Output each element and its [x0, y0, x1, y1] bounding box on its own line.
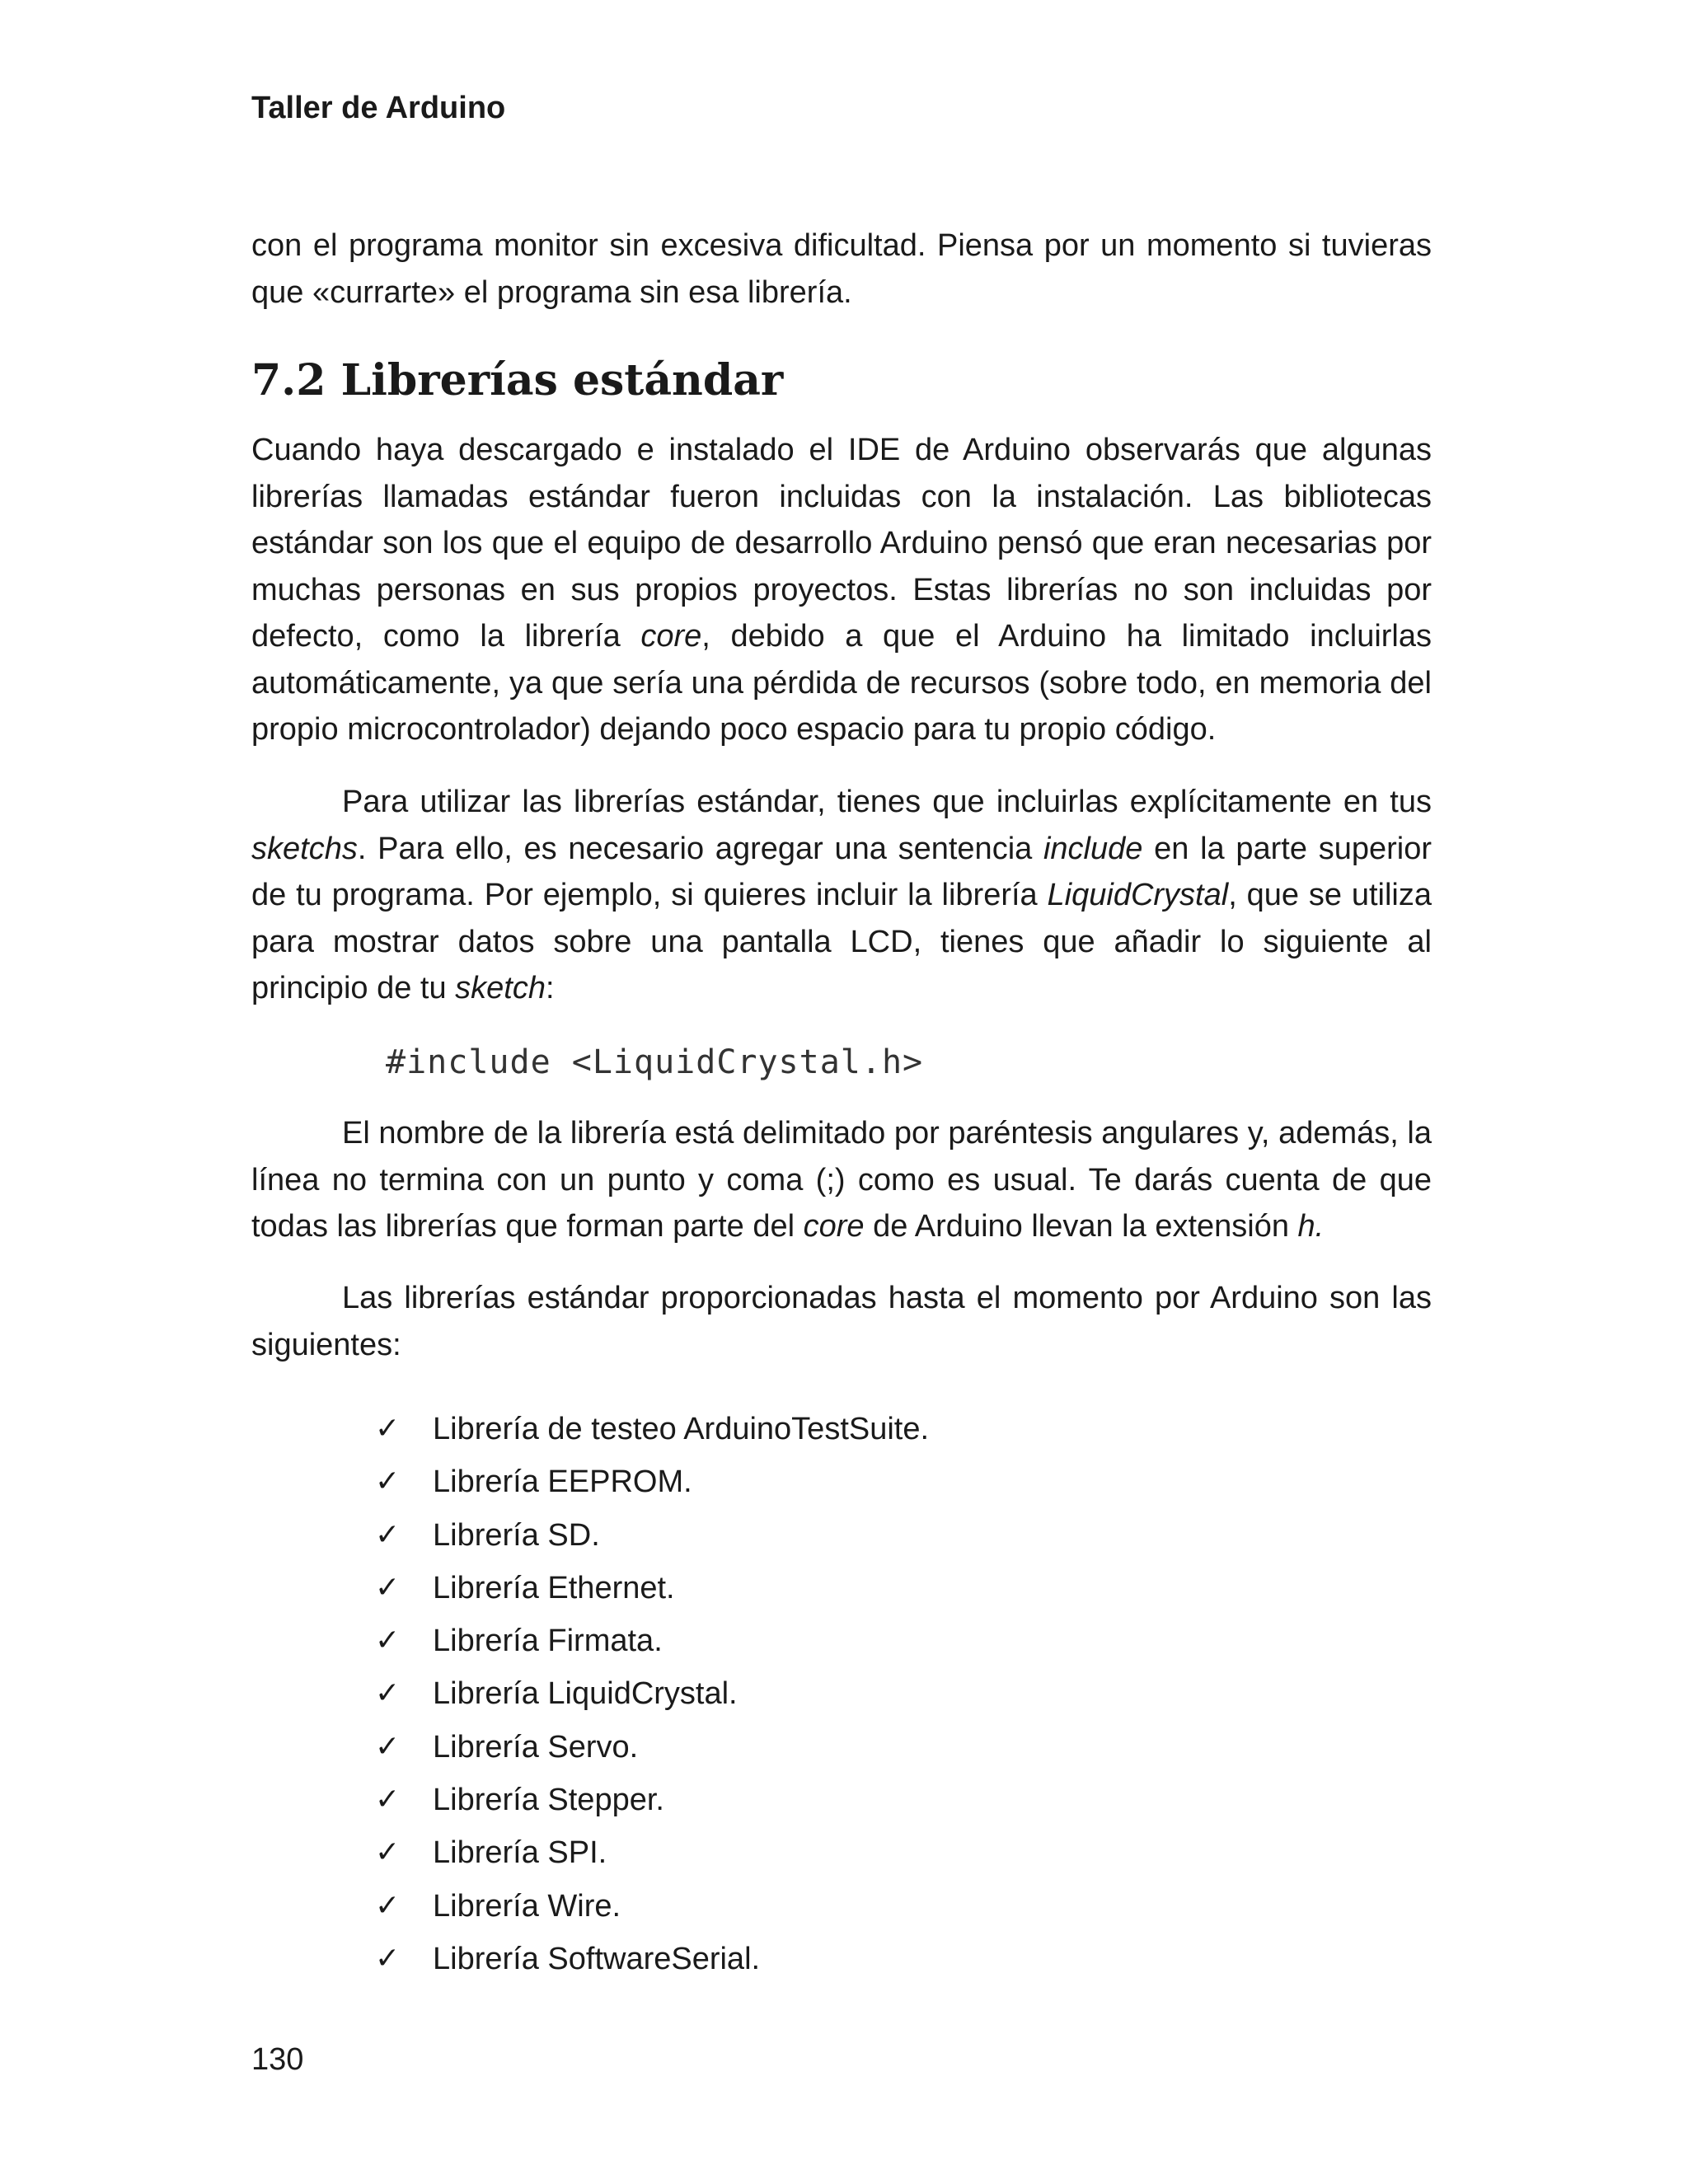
- checkmark-icon: ✓: [375, 1783, 401, 1817]
- code-snippet: #include <LiquidCrystal.h>: [386, 1043, 924, 1081]
- paragraph-2: Para utilizar las librerías estándar, tienes que incluirlas explícitamente en tus sketchs. Para ello, es necesario agregar una sentencia include en la parte superior de tu programa. Por ejemplo, si quieres incluir la librería LiquidCrystal, que se utiliza para mostrar datos sobre una pantalla LCD, tienes que añadir lo siguiente al principio de tu sketch:: [251, 785, 1432, 1005]
- list-item: ✓ Librería Stepper.: [375, 1774, 929, 1826]
- paragraph-4: Las librerías estándar proporcionadas hasta el momento por Arduino son las siguientes:: [251, 1281, 1432, 1362]
- list-item: ✓ Librería Ethernet.: [375, 1562, 929, 1615]
- list-item: ✓ Librería Wire.: [375, 1880, 929, 1933]
- list-item: ✓ Librería Servo.: [375, 1721, 929, 1774]
- checkmark-icon: ✓: [375, 1676, 401, 1711]
- list-item: ✓ Librería Firmata.: [375, 1615, 929, 1667]
- section-heading: 7.2 Librerías estándar: [251, 355, 784, 405]
- list-item: ✓ Librería SPI.: [375, 1826, 929, 1879]
- paragraph-3: El nombre de la librería está delimitado por paréntesis angulares y, además, la línea no termina con un punto y coma (;) como es usual. Te darás cuenta de que todas las librerías que forman parte del core de Arduino llevan la extensión h.: [251, 1116, 1432, 1244]
- page-number: 130: [251, 2042, 304, 2077]
- term-sketchs: sketchs: [251, 831, 358, 866]
- term-h: h.: [1297, 1209, 1325, 1244]
- checkmark-icon: ✓: [375, 1465, 401, 1499]
- list-item: ✓ Librería SoftwareSerial.: [375, 1933, 929, 1985]
- checkmark-icon: ✓: [375, 1729, 401, 1764]
- library-checklist: [375, 1403, 929, 1985]
- list-item: ✓ Librería LiquidCrystal.: [375, 1667, 929, 1720]
- list-item: ✓ Librería EEPROM.: [375, 1455, 929, 1508]
- list-item: ✓ Librería SD.: [375, 1509, 929, 1562]
- intro-paragraph: con el programa monitor sin excesiva dificultad. Piensa por un momento si tuvieras que «currarte» el programa sin esa librería.: [251, 228, 1432, 310]
- paragraph-1: Cuando haya descargado e instalado el IDE de Arduino observarás que algunas librerías llamadas estándar fueron incluidas con la instalación. Las bibliotecas estándar son los que el equipo de desarrollo Arduino pensó que eran necesarias por muchas personas en sus propios proyectos. Estas librerías no son incluidas por defecto, como la librería core, debido a que el Arduino ha limitado incluirlas automáticamente, ya que sería una pérdida de recursos (sobre todo, en memoria del propio microcontrolador) dejando poco espacio para tu propio código.: [251, 433, 1432, 747]
- checkmark-icon: ✓: [375, 1624, 401, 1658]
- checkmark-icon: ✓: [375, 1412, 401, 1446]
- checkmark-icon: ✓: [375, 1570, 401, 1605]
- term-core: core: [640, 619, 702, 654]
- checkmark-icon: ✓: [375, 1941, 401, 1975]
- checkmark-icon: ✓: [375, 1835, 401, 1870]
- term-sketch: sketch: [455, 971, 546, 1005]
- term-core-2: core: [803, 1209, 865, 1244]
- running-header: Taller de Arduino: [251, 91, 506, 125]
- checkmark-icon: ✓: [375, 1517, 401, 1552]
- checkmark-icon: ✓: [375, 1888, 401, 1923]
- list-item: ✓ Librería de testeo ArduinoTestSuite.: [375, 1403, 929, 1455]
- term-liquidcrystal: LiquidCrystal: [1047, 878, 1229, 912]
- term-include: include: [1043, 831, 1143, 866]
